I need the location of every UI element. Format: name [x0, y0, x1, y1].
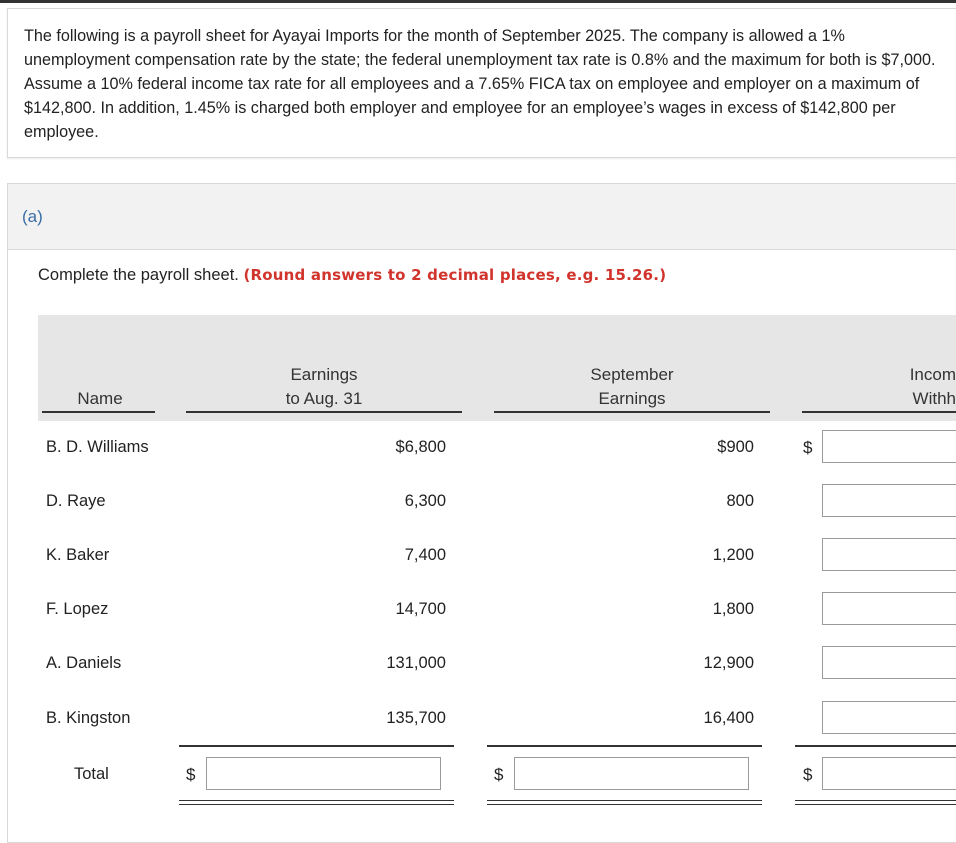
- row-4-name: F. Lopez: [46, 600, 109, 618]
- total-income-dollar: $: [803, 765, 813, 784]
- total-income-input[interactable]: [822, 757, 956, 790]
- header-september-underline: [494, 411, 770, 413]
- header-earnings-aug-underline: [186, 411, 462, 413]
- part-label: (a): [22, 207, 43, 226]
- row-4-earnings-aug: 14,700: [395, 600, 446, 618]
- header-name: Name: [77, 389, 123, 408]
- row-6-earnings-aug: 135,700: [386, 709, 446, 727]
- row-3-september: 1,200: [712, 546, 754, 564]
- row-5-september: 12,900: [703, 654, 754, 672]
- row-4-income-tax-input[interactable]: [822, 592, 956, 625]
- problem-text: The following is a payroll sheet for Ayayai Imports for the month of September 2025. The company is allowed a 1% unemployment compensation rate by the state; the federal unemployment tax rate is 0.8% and the maximum for both is $7,000. Assume a 10% federal income tax rate for all employees and a 7.65% FICA tax on employee and employer on a maximum of $142,800. In addition, 1.45% is charged both employer and employee for an employee’s wages in excess of $142,800 per employee.: [24, 27, 936, 141]
- header-name-underline: [42, 411, 155, 413]
- header-earnings-aug-line2: to Aug. 31: [285, 389, 363, 408]
- double-line-income-2: [795, 804, 956, 805]
- row-4-september: 1,800: [712, 600, 754, 618]
- header-earnings-aug: [186, 363, 462, 411]
- row-5-income-tax-input[interactable]: [822, 646, 956, 679]
- row-6-income-tax-input[interactable]: [822, 701, 956, 734]
- row-2-name: D. Raye: [46, 492, 106, 510]
- header-income-withheld: [862, 363, 956, 411]
- row-6-september: 16,400: [703, 709, 754, 727]
- header-income-line2: Withh: [912, 389, 956, 408]
- row-1-dollar-sign: $: [803, 438, 813, 457]
- row-1-income-tax-input[interactable]: [822, 430, 956, 463]
- problem-statement-card: [7, 8, 956, 158]
- header-september-line2: Earnings: [598, 389, 666, 408]
- double-line-september-1: [487, 800, 762, 801]
- total-earnings-aug-input[interactable]: [206, 757, 441, 790]
- header-september: [494, 363, 770, 411]
- instruction: [38, 266, 666, 285]
- double-line-income-1: [795, 800, 956, 801]
- total-label: Total: [74, 765, 109, 783]
- rounding-note: (Round answers to 2 decimal places, e.g. 15.26.): [243, 266, 667, 284]
- sum-line-earnings-aug: [179, 745, 454, 747]
- row-6-name: B. Kingston: [46, 709, 131, 727]
- row-2-earnings-aug: 6,300: [404, 492, 446, 510]
- top-border: [0, 0, 956, 3]
- header-income-line1: Incom: [909, 365, 956, 384]
- part-a-header: [8, 184, 956, 250]
- row-2-income-tax-input[interactable]: [822, 484, 956, 517]
- row-3-name: K. Baker: [46, 546, 110, 564]
- header-earnings-aug-line1: Earnings: [290, 365, 358, 384]
- row-1-earnings-aug: $6,800: [395, 438, 446, 456]
- row-1-september: $900: [717, 438, 754, 456]
- header-income-underline: [802, 411, 956, 413]
- total-earnings-aug-dollar: $: [186, 765, 196, 784]
- double-line-earnings-aug-2: [179, 804, 454, 805]
- row-2-september: 800: [726, 492, 754, 510]
- total-september-dollar: $: [494, 765, 504, 784]
- header-september-line1: September: [590, 365, 674, 384]
- sum-line-september: [487, 745, 762, 747]
- row-3-income-tax-input[interactable]: [822, 538, 956, 571]
- row-5-name: A. Daniels: [46, 654, 122, 672]
- total-september-input[interactable]: [514, 757, 749, 790]
- row-5-earnings-aug: 131,000: [386, 654, 446, 672]
- row-3-earnings-aug: 7,400: [404, 546, 446, 564]
- double-line-september-2: [487, 804, 762, 805]
- row-1-name: B. D. Williams: [46, 438, 149, 456]
- sum-line-income: [795, 745, 956, 747]
- instruction-text: Complete the payroll sheet.: [38, 266, 239, 284]
- double-line-earnings-aug-1: [179, 800, 454, 801]
